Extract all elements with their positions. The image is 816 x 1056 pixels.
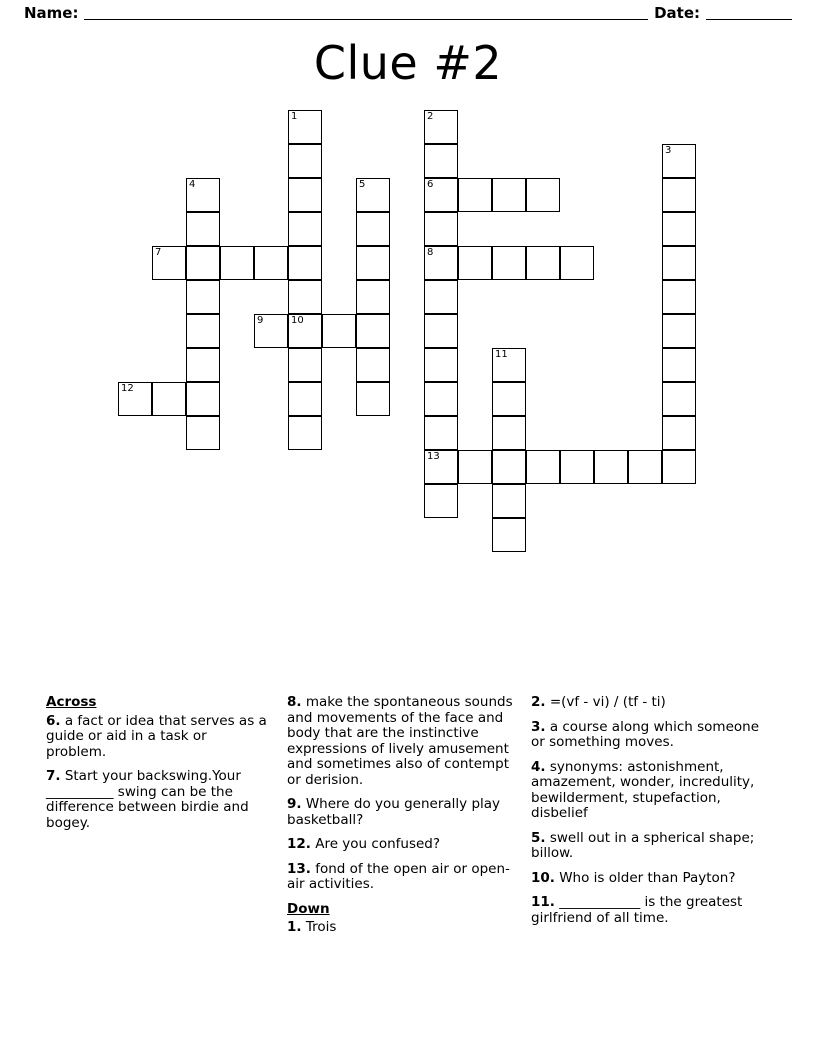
clue-down-4: [531, 760, 776, 822]
cell-number: 3: [665, 145, 672, 156]
clue-text: Are you confused?: [310, 836, 441, 852]
clue-text: make the spontaneous sounds and movements of the face and body that are the instinctive expressions of lively amusement and sometimes also of contempt or derision.: [287, 694, 513, 788]
crossword-cell[interactable]: [186, 314, 220, 348]
crossword-cell[interactable]: [492, 450, 526, 484]
clue-number: 1.: [287, 919, 302, 935]
date-write-line[interactable]: [706, 7, 792, 20]
clues-column-2: [287, 695, 519, 945]
clue-number: 3.: [531, 718, 546, 735]
clue-across-13: [287, 862, 519, 893]
crossword-cell[interactable]: [152, 246, 186, 280]
crossword-cell[interactable]: [560, 450, 594, 484]
clue-text: Where do you generally play basketball?: [287, 796, 501, 828]
clue-number: 7.: [46, 768, 61, 784]
crossword-cell[interactable]: [594, 450, 628, 484]
crossword-cell[interactable]: [220, 246, 254, 280]
crossword-cell[interactable]: [356, 382, 390, 416]
worksheet-header: [24, 0, 792, 26]
clue-text: Who is older than Payton?: [554, 869, 736, 886]
cell-number: 11: [495, 349, 508, 360]
crossword-cell[interactable]: [492, 416, 526, 450]
crossword-cell[interactable]: [458, 246, 492, 280]
crossword-cell[interactable]: [662, 416, 696, 450]
page-title: Clue #2: [313, 36, 503, 90]
cell-number: 12: [121, 383, 134, 394]
crossword-cell[interactable]: [186, 416, 220, 450]
crossword-cell[interactable]: [662, 144, 696, 178]
crossword-cell[interactable]: [662, 280, 696, 314]
cell-number: 5: [359, 179, 366, 190]
crossword-cell[interactable]: [186, 212, 220, 246]
crossword-cell[interactable]: [288, 280, 322, 314]
down-heading: Down: [287, 900, 330, 917]
clue-number: 2.: [531, 694, 546, 710]
crossword-cell[interactable]: [662, 246, 696, 280]
crossword-cell[interactable]: [424, 246, 458, 280]
crossword-cell[interactable]: [458, 178, 492, 212]
crossword-cell[interactable]: [492, 518, 526, 552]
cell-number: 1: [291, 111, 298, 122]
clue-number: 11.: [531, 894, 555, 910]
crossword-cell[interactable]: [186, 348, 220, 382]
crossword-cell[interactable]: [118, 382, 152, 416]
clue-across-12: [287, 837, 519, 853]
crossword-cell[interactable]: [288, 382, 322, 416]
clue-text: swell out in a spherical shape; billow.: [531, 829, 755, 861]
crossword-cell[interactable]: [424, 382, 458, 416]
clue-across-6: [46, 714, 271, 761]
crossword-cell[interactable]: [424, 484, 458, 518]
crossword-cell[interactable]: [628, 450, 662, 484]
crossword-cell[interactable]: [662, 450, 696, 484]
crossword-cell[interactable]: [526, 450, 560, 484]
crossword-cell[interactable]: [254, 314, 288, 348]
crossword-cell[interactable]: [424, 178, 458, 212]
date-label: Date:: [654, 4, 700, 22]
crossword-cell[interactable]: [458, 450, 492, 484]
clue-text: a course along which someone or something moves.: [531, 718, 759, 750]
crossword-cell[interactable]: [662, 212, 696, 246]
clue-number: 9.: [287, 796, 302, 812]
cell-number: 8: [427, 247, 434, 258]
clue-across-9: [287, 797, 519, 828]
crossword-cell[interactable]: [526, 178, 560, 212]
crossword-cell[interactable]: [254, 246, 288, 280]
clues-column-1: [46, 695, 271, 840]
clue-number: 4.: [531, 758, 546, 775]
clue-text: a fact or idea that serves as a guide or aid in a task or problem.: [46, 712, 267, 760]
cell-number: 2: [427, 111, 434, 122]
name-label: Name:: [24, 4, 79, 22]
clue-number: 6.: [46, 712, 61, 729]
cell-number: 13: [427, 451, 440, 462]
crossword-cell[interactable]: [288, 314, 322, 348]
crossword-cell[interactable]: [424, 280, 458, 314]
clues-column-3: [531, 695, 776, 935]
clue-down-1: [287, 920, 519, 936]
crossword-cell[interactable]: [424, 348, 458, 382]
crossword-cell[interactable]: [662, 314, 696, 348]
clue-across-8: [287, 695, 519, 788]
crossword-cell[interactable]: [662, 382, 696, 416]
clue-number: 8.: [287, 694, 302, 710]
clues-section: [0, 695, 816, 995]
clue-text: ____________ is the greatest girlfriend of all time.: [531, 894, 743, 926]
clue-down-5: [531, 831, 776, 862]
crossword-cell[interactable]: [288, 144, 322, 178]
crossword-cell[interactable]: [288, 416, 322, 450]
clue-down-3: [531, 720, 776, 751]
crossword-cell[interactable]: [424, 212, 458, 246]
clue-number: 10.: [531, 869, 555, 886]
crossword-cell[interactable]: [356, 280, 390, 314]
crossword-cell[interactable]: [356, 246, 390, 280]
clue-text: fond of the open air or open-air activities.: [287, 860, 510, 892]
crossword-cell[interactable]: [492, 382, 526, 416]
across-heading: Across: [46, 694, 97, 710]
cell-number: 7: [155, 247, 162, 258]
crossword-cell[interactable]: [186, 382, 220, 416]
cell-number: 4: [189, 179, 196, 190]
clue-number: 12.: [287, 836, 311, 852]
crossword-cell[interactable]: [356, 212, 390, 246]
crossword-cell[interactable]: [288, 246, 322, 280]
clue-down-2: [531, 695, 776, 711]
crossword-cell[interactable]: [186, 280, 220, 314]
crossword-grid[interactable]: [0, 110, 816, 570]
crossword-cell[interactable]: [424, 314, 458, 348]
clue-text: Start your backswing.Your __________ swing can be the difference between birdie and bogey.: [46, 768, 249, 831]
crossword-cell[interactable]: [424, 416, 458, 450]
clue-text: Trois: [301, 919, 337, 935]
clue-text: =(vf - vi) / (tf - ti): [545, 694, 666, 710]
crossword-cell[interactable]: [526, 246, 560, 280]
clue-number: 5.: [531, 829, 546, 846]
clue-down-11: [531, 895, 776, 926]
crossword-cell[interactable]: [288, 348, 322, 382]
crossword-cell[interactable]: [356, 348, 390, 382]
crossword-cell[interactable]: [288, 178, 322, 212]
cell-number: 9: [257, 315, 264, 326]
cell-number: 6: [427, 179, 434, 190]
clue-down-10: [531, 871, 776, 887]
crossword-cell[interactable]: [492, 246, 526, 280]
crossword-cell[interactable]: [186, 246, 220, 280]
crossword-cell[interactable]: [186, 178, 220, 212]
crossword-cell[interactable]: [424, 144, 458, 178]
crossword-cell[interactable]: [288, 110, 322, 144]
clue-text: synonyms: astonishment, amazement, wonder, incredulity, bewilderment, stupefaction, disbelief: [531, 758, 755, 821]
crossword-cell[interactable]: [424, 450, 458, 484]
name-write-line[interactable]: [84, 7, 648, 20]
crossword-cell[interactable]: [560, 246, 594, 280]
cell-number: 10: [291, 315, 304, 326]
crossword-cell[interactable]: [492, 484, 526, 518]
crossword-cell[interactable]: [288, 212, 322, 246]
crossword-cell[interactable]: [492, 178, 526, 212]
crossword-cell[interactable]: [322, 314, 356, 348]
crossword-cell[interactable]: [424, 110, 458, 144]
crossword-cell[interactable]: [356, 178, 390, 212]
crossword-cell[interactable]: [356, 314, 390, 348]
crossword-cell[interactable]: [492, 348, 526, 382]
clue-across-7: [46, 769, 271, 831]
clue-number: 13.: [287, 860, 311, 877]
crossword-cell[interactable]: [662, 178, 696, 212]
crossword-cell[interactable]: [662, 348, 696, 382]
crossword-cell[interactable]: [152, 382, 186, 416]
